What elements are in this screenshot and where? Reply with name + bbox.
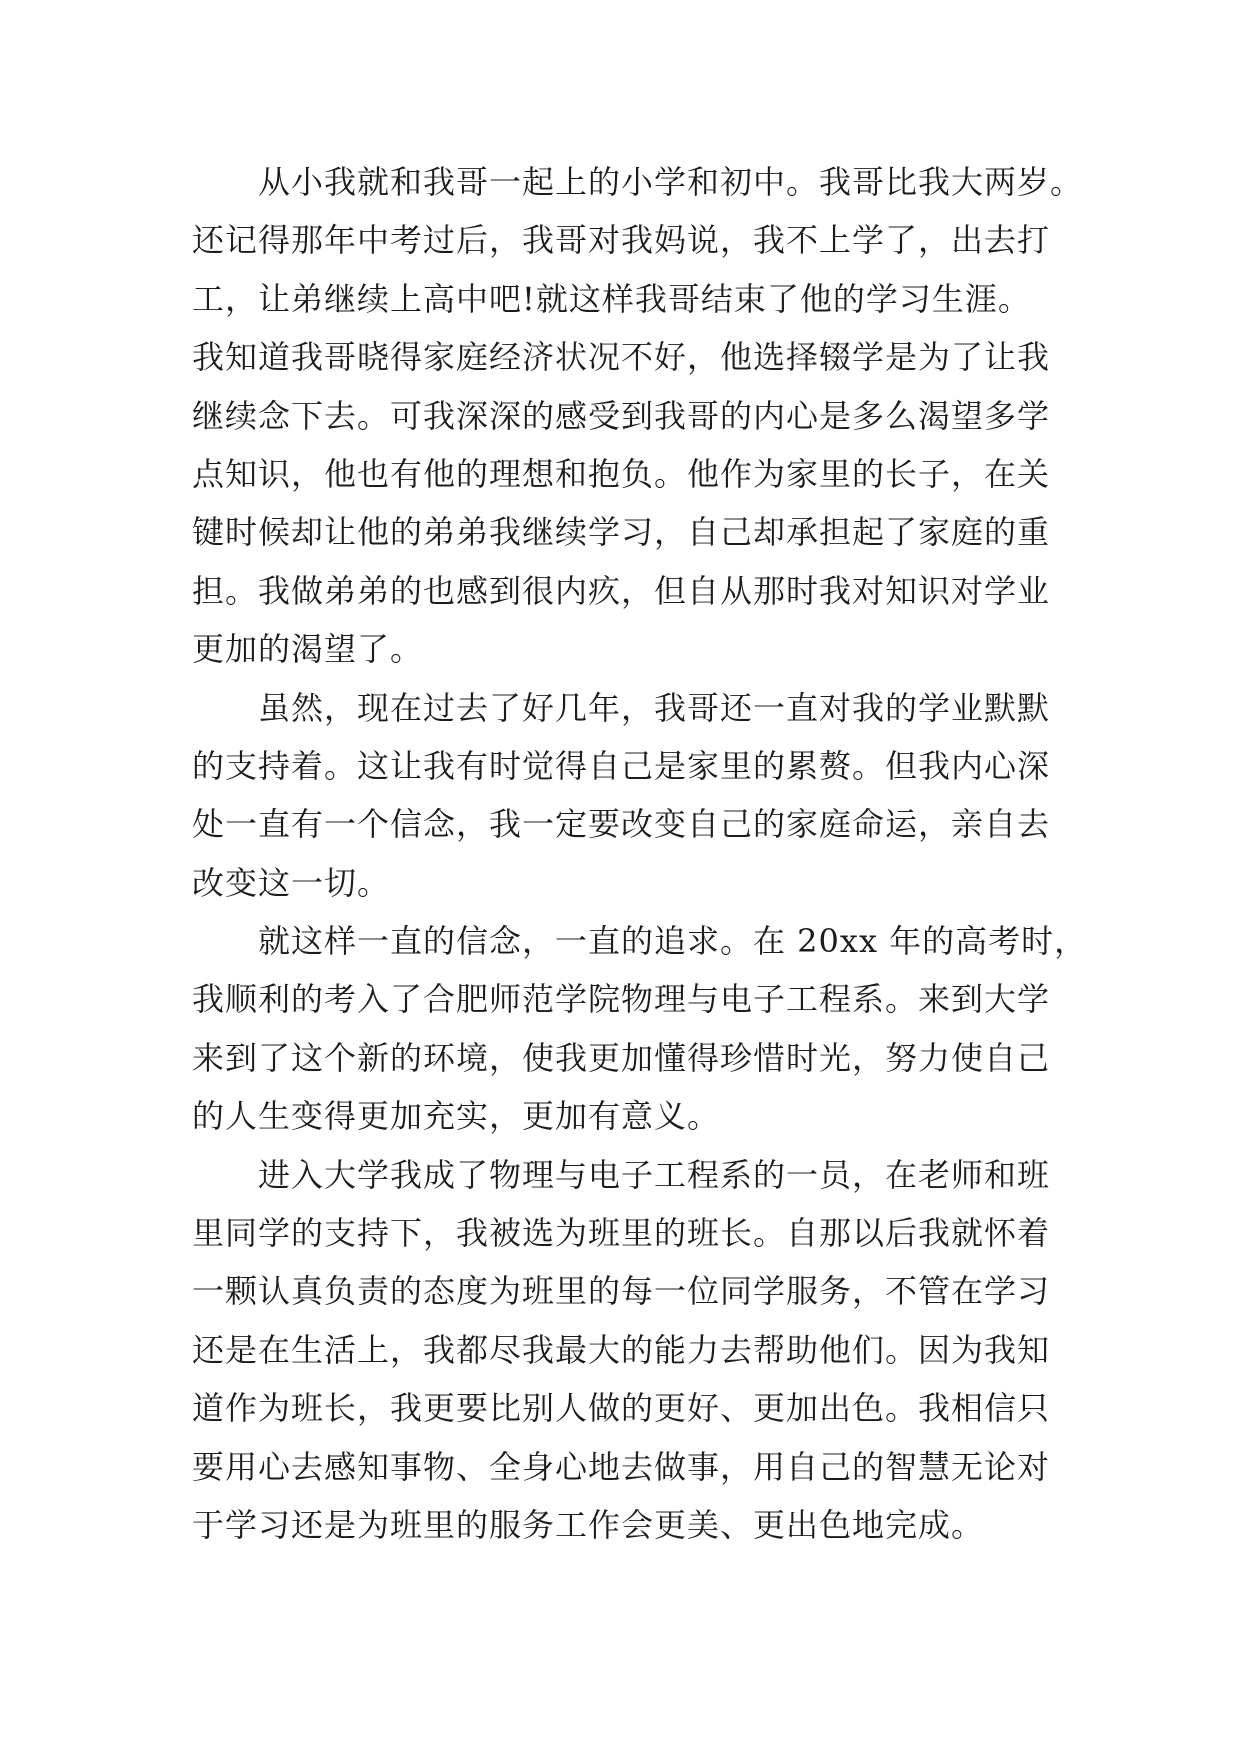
text-line: 担。我做弟弟的也感到很内疚，但自从那时我对知识对学业 [192,571,1051,610]
text-line: 我顺利的考入了合肥师范学院物理与电子工程系。来到大学 [192,980,1051,1019]
text-line: 要用心去感知事物、全身心地去做事，用自己的智慧无论对 [192,1447,1051,1486]
text-line: 就这样一直的信念，一直的追求。在 20xx 年的高考时， [258,922,1088,961]
text-line: 键时候却让他的弟弟我继续学习，自己却承担起了家庭的重 [192,513,1051,552]
text-line: 还记得那年中考过后，我哥对我妈说，我不上学了，出去打 [192,221,1051,260]
text-line: 进入大学我成了物理与电子工程系的一员，在老师和班 [258,1155,1051,1194]
text-line: 于学习还是为班里的服务工作会更美、更出色地完成。 [192,1505,985,1544]
text-line: 一颗认真负责的态度为班里的每一位同学服务，不管在学习 [192,1272,1051,1311]
text-line: 虽然，现在过去了好几年，我哥还一直对我的学业默默 [258,688,1051,727]
text-line: 从小我就和我哥一起上的小学和初中。我哥比我大两岁。 [258,163,1084,201]
document-body [192,153,1092,1554]
text-line: 继续念下去。可我深深的感受到我哥的内心是多么渴望多学 [192,396,1051,435]
paragraph-1 [192,153,1092,679]
paragraph-4 [192,1146,1092,1555]
text-line: 处一直有一个信念，我一定要改变自己的家庭命运，亲自去 [192,805,1051,844]
text-line: 工，让弟继续上高中吧!就这样我哥结束了他的学习生涯。 [192,279,1031,318]
text-line: 的人生变得更加充实，更加有意义。 [192,1097,721,1136]
text-line: 的支持着。这让我有时觉得自己是家里的累赘。但我内心深 [192,746,1051,785]
text-line: 我知道我哥晓得家庭经济状况不好，他选择辍学是为了让我 [192,338,1051,377]
text-line: 里同学的支持下，我被选为班里的班长。自那以后我就怀着 [192,1214,1051,1253]
text-line: 道作为班长，我更要比别人做的更好、更加出色。我相信只 [192,1389,1051,1428]
paragraph-2 [192,679,1092,913]
text-line: 更加的渴望了。 [192,630,424,669]
text-line: 改变这一切。 [192,863,391,902]
paragraph-3 [192,912,1092,1146]
text-line: 还是在生活上，我都尽我最大的能力去帮助他们。因为我知 [192,1330,1051,1369]
text-line: 点知识，他也有他的理想和抱负。他作为家里的长子，在关 [192,454,1051,493]
text-line: 来到了这个新的环境，使我更加懂得珍惜时光，努力使自己 [192,1038,1051,1077]
